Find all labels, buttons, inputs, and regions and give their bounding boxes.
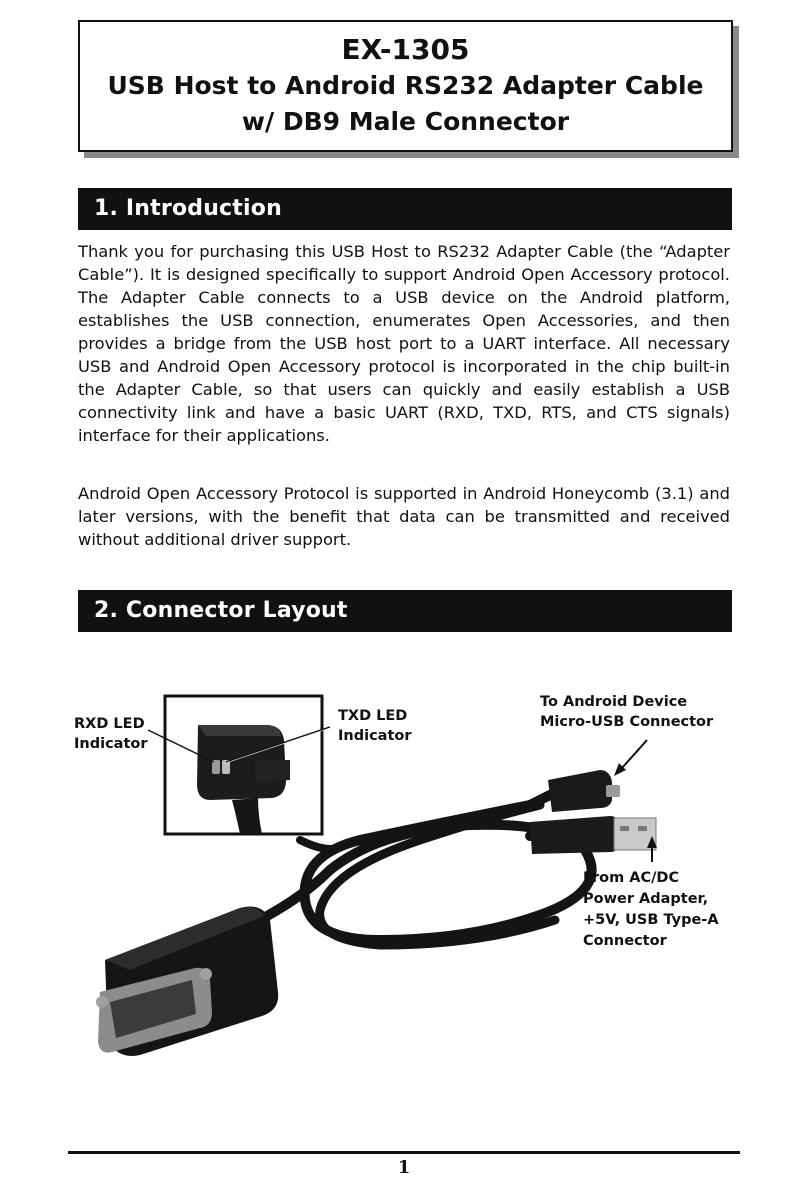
rxd-label-line-1: RXD LED (74, 716, 145, 732)
connector-layout-figure (0, 640, 808, 1110)
power-label-line-2: Power Adapter, (583, 891, 709, 907)
section-heading-text: 1. Introduction (94, 196, 282, 221)
db9-connector (96, 907, 278, 1057)
section-heading-introduction (78, 188, 732, 230)
txd-label-line-2: Indicator (338, 728, 412, 744)
footer-rule (68, 1151, 740, 1154)
android-pointer-arrow-line (622, 740, 647, 768)
android-label-line-2: Micro-USB Connector (540, 714, 714, 730)
rxd-label-line-2: Indicator (74, 736, 148, 752)
page-number: 1 (397, 1157, 411, 1178)
android-device-label (540, 692, 713, 732)
product-title-line-1: USB Host to Android RS232 Adapter Cable (107, 71, 704, 100)
intro-paragraph-1: Thank you for purchasing this USB Host to RS232 Adapter Cable (the “Adapter Cable”). It is designed specifically to support Android Open Accessory protocol. The Adapter Cable connects to a USB device on the Android platform, establishes the USB connection, enumerates Open Accessories, and then provides a bridge from the USB host port to a UART interface. All necessary USB and Android Open Accessory protocol is incorporated in the chip built-in the Adapter Cable, so that users can quickly and easily establish a USB connectivity link and have a basic UART (RXD, TXD, RTS, and CTS signals) interface for their applications. (78, 242, 730, 445)
txd-led-label (338, 706, 412, 746)
intro-paragraph-2: Android Open Accessory Protocol is supported in Android Honeycomb (3.1) and later versions, with the benefit that data can be transmitted and received without additional driver support. (78, 484, 730, 549)
usb-type-a-plug (530, 816, 656, 854)
product-model: EX-1305 (341, 33, 470, 66)
product-title-line-2: w/ DB9 Male Connector (241, 107, 570, 136)
title-box (78, 20, 733, 152)
txd-label-line-1: TXD LED (338, 708, 408, 724)
micro-usb-plug (548, 770, 620, 812)
android-label-line-1: To Android Device (540, 694, 688, 710)
power-label-line-3: +5V, USB Type-A (583, 912, 719, 928)
power-label-line-4: Connector (583, 933, 667, 949)
section-heading-text: 2. Connector Layout (94, 598, 348, 623)
power-adapter-label (583, 868, 719, 952)
rxd-led-label (74, 714, 148, 754)
section-heading-connector-layout (78, 590, 732, 632)
power-label-line-1: From AC/DC (583, 870, 680, 886)
